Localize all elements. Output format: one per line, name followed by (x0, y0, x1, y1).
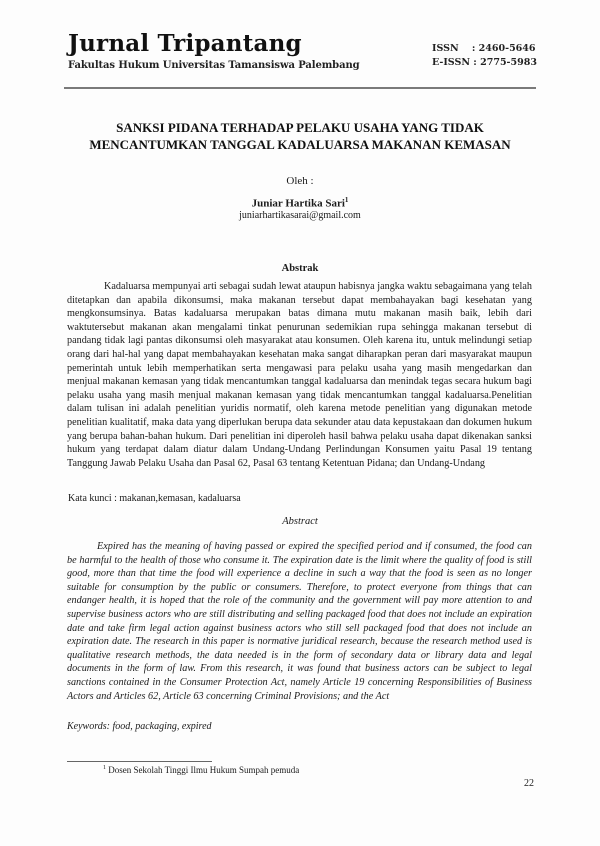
journal-subtitle: Fakultas Hukum Universitas Tamansiswa Palembang (68, 60, 360, 71)
abstract-body: Expired has the meaning of having passed or expired the specified period and if consumed, the food can be harmful to the health of those who consume it. The expiration date is the limit where the quality of food is still good, more than that time the food will experience a decline in such a way that the food is seen as no longer suitable for consumption by the public or consumers. Therefore, to protect everyone from things that can endanger health, it is hoped that the role of the community and the government will pay more attention to and supervise business actors who are still distributing and selling packaged food that does not include an expiration date and take firm legal action against business actors who still sell packaged food that does not include an expiration date. The research in this paper is normative juridical research, because the research method used is qualitative research methods, the data needed is in the form of secondary data or library data and legal documents in the form of law. From this research, it was found that business actors can be subject to legal sanctions contained in the Consumer Protection Act, namely Article 19 concerning Responsibilities of Business Actors and Articles 62, Article 63 concerning Criminal Provisions; and the Act (67, 541, 532, 702)
footnote (103, 765, 299, 775)
footnote-divider (67, 761, 212, 762)
keywords: Keywords: food, packaging, expired (67, 721, 212, 732)
kata-kunci: Kata kunci : makanan,kemasan, kadaluarsa (68, 493, 241, 504)
author-email: juniarhartikasarai@gmail.com (239, 210, 361, 221)
abstrak-heading: Abstrak (281, 263, 319, 274)
abstract-heading: Abstract (282, 516, 318, 527)
issn: ISSN : 2460-5646 (432, 43, 536, 54)
author-footnote-mark: 1 (344, 196, 349, 204)
journal-title: Jurnal Tripantang (68, 30, 302, 57)
issn-block (432, 42, 537, 70)
author-name-text: Juniar Hartika Sari (251, 197, 345, 210)
article-title (60, 119, 540, 153)
footnote-mark: 1 (103, 765, 106, 771)
header-divider (64, 87, 536, 89)
author-name (60, 196, 540, 210)
page-number: 22 (524, 778, 534, 789)
eissn: E-ISSN : 2775-5983 (432, 57, 537, 68)
abstrak-body: Kadaluarsa mempunyai arti sebagai sudah lewat ataupun habisnya jangka waktu sebagaimana yang telah ditetapkan dan apabila dikonsumsi, maka makanan tersebut dapat membahayakan bagi kesehatan yang mengkonsumsinya. Batas kadaluarsa merupakan batas dimana mutu makanan masih baik, lebih dari waktutersebut makanan akan mengalami tinkat penurunan sedemikian rupa sehingga makanan tersebut di pandang tidak lagi pantas dikonsumsi oleh masyarakat atau konsumen. Oleh karena itu, untuk melindungi setiap orang dari hal-hal yang dapat membahayakan kesehatan maka sangat diharapkan peran dari masyarakat maupun pemerintah untuk lebih memperhatikan serta mengawasi para pelaku usaha yang masih mengedarkan dan menjual makanan kemasan yang tidak mencantumkan tanggal kadaluarsa dan menindak tegas secara hukum bagi pelaku usaha yang masih menjual makanan kemasan yang tidak mencantumkan tanggal kadaluarsa.Penelitian dalam tulisan ini adalah penelitian yuridis normatif, oleh karena metode penelitian yang digunakan metode penelitian kualitatif, maka data yang diperlukan berupa data sekunder atau data kepustakaan dan dokumen hukum yang berupa bahan-bahan hukum. Dari penelitian ini diperoleh hasil bahwa pelaku usaha dapat dikenakan sanksi hukum yang terdapat dalam diatur dalam Undang-Undang Perlindungan Konsumen yaitu Pasal 19 tentang Tanggung Jawab Pelaku Usaha dan Pasal 62, Pasal 63 tentang Ketentuan Pidana; dan Undang-Undang (67, 281, 532, 469)
article-title-line-1: SANKSI PIDANA TERHADAP PELAKU USAHA YANG TIDAK (116, 120, 484, 135)
by-label: Oleh : (286, 175, 314, 187)
footnote-text: Dosen Sekolah Tinggi Ilmu Hukum Sumpah pemuda (106, 765, 300, 775)
article-title-line-2: MENCANTUMKAN TANGGAL KADALUARSA MAKANAN KEMASAN (89, 137, 511, 152)
